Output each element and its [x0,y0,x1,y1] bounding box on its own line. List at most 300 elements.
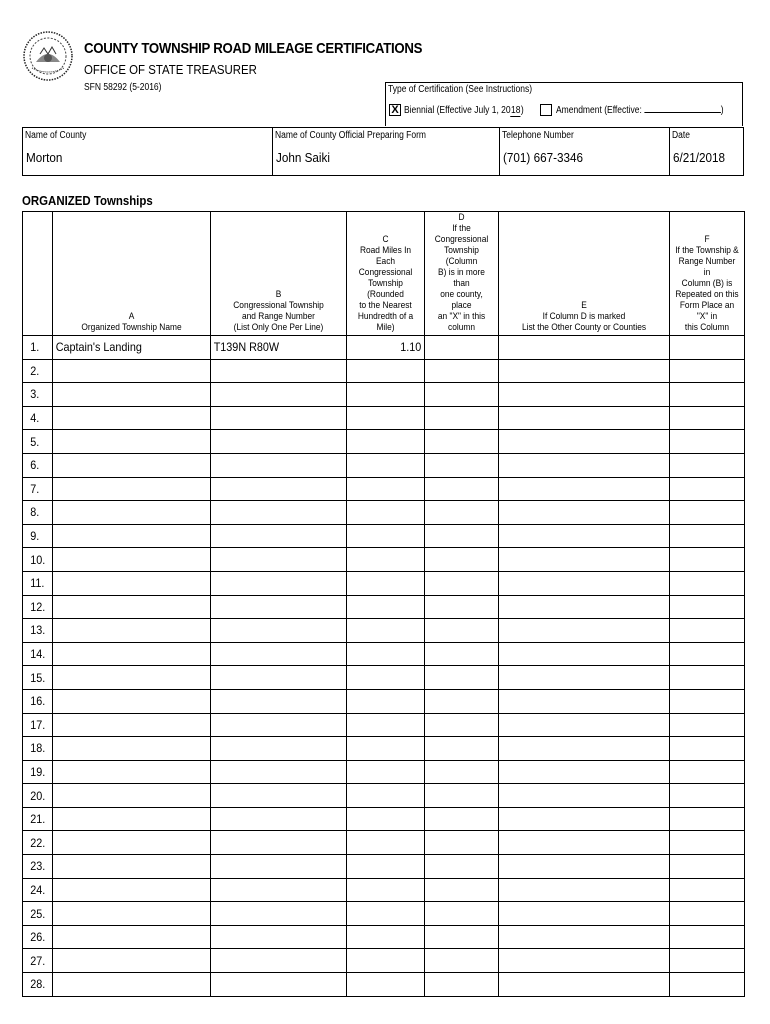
table-row [23,973,745,997]
repeated-cell[interactable] [670,595,745,619]
other-counties-cell[interactable] [499,406,670,430]
county-info-row [22,127,744,176]
other-counties-cell[interactable] [499,595,670,619]
multi-county-cell[interactable] [425,595,499,619]
township-name-cell[interactable] [53,713,211,737]
road-miles-cell[interactable] [347,807,425,831]
table-row [23,666,745,690]
other-counties-cell[interactable] [499,902,670,926]
other-counties-cell[interactable] [499,737,670,761]
column-f-header-line: Range Number in [678,256,736,278]
amendment-date-field[interactable] [644,112,721,113]
table-row [23,689,745,713]
row-number [23,359,53,383]
road-miles-cell[interactable] [347,666,425,690]
road-miles-cell[interactable] [347,430,425,454]
road-miles-cell-text: 1.10 [400,340,422,355]
county-value: Morton [26,150,63,165]
other-counties-cell[interactable] [499,925,670,949]
multi-county-cell[interactable] [425,949,499,973]
phone-label: Telephone Number [502,130,574,141]
multi-county-cell[interactable] [425,973,499,997]
other-counties-cell[interactable] [499,524,670,548]
column-c-header-line: Hundredth of a Mile) [357,311,414,333]
repeated-cell[interactable] [670,902,745,926]
column-a-header-line: A [128,311,135,322]
township-name-cell[interactable] [53,760,211,784]
biennial-option [404,105,524,117]
column-d-header-line: If the Congressional [434,223,489,245]
row-number-text: 15. [30,670,46,685]
repeated-cell[interactable] [670,713,745,737]
repeated-cell[interactable] [670,878,745,902]
other-counties-cell[interactable] [499,336,670,360]
road-miles-cell[interactable] [347,689,425,713]
table-row [23,571,745,595]
section-title: ORGANIZED Townships [22,193,153,208]
other-counties-cell[interactable] [499,548,670,572]
other-counties-cell[interactable] [499,713,670,737]
other-counties-cell[interactable] [499,831,670,855]
row-number-text: 28. [30,977,46,992]
row-number [23,595,53,619]
biennial-checkbox[interactable] [389,104,401,116]
multi-county-cell[interactable] [425,548,499,572]
repeated-cell[interactable] [670,855,745,879]
other-counties-cell[interactable] [499,359,670,383]
township-range-cell[interactable] [211,949,347,973]
repeated-cell[interactable] [670,548,745,572]
row-number [23,453,53,477]
table-row [23,760,745,784]
table-row [23,737,745,761]
row-number [23,878,53,902]
road-miles-cell[interactable] [347,878,425,902]
township-range-cell[interactable] [211,760,347,784]
multi-county-cell[interactable] [425,619,499,643]
township-range-cell[interactable] [211,595,347,619]
column-f-header-line: If the Township & [675,245,739,256]
table-row [23,336,745,360]
table-row [23,925,745,949]
township-range-cell[interactable] [211,642,347,666]
township-range-cell[interactable] [211,878,347,902]
row-number [23,713,53,737]
township-name-cell[interactable] [53,737,211,761]
township-range-cell-text: T139N R80W [213,340,280,355]
table-row [23,477,745,501]
other-counties-cell[interactable] [499,689,670,713]
township-name-cell[interactable] [53,477,211,501]
township-name-cell[interactable] [53,453,211,477]
township-name-cell[interactable] [53,831,211,855]
multi-county-cell[interactable] [425,713,499,737]
other-counties-cell[interactable] [499,878,670,902]
repeated-cell[interactable] [670,336,745,360]
phone-cell[interactable] [500,128,670,175]
row-number [23,973,53,997]
row-number-text: 25. [30,906,46,921]
date-cell[interactable] [670,128,743,175]
multi-county-cell[interactable] [425,855,499,879]
row-number-text: 16. [30,694,46,709]
repeated-cell[interactable] [670,383,745,407]
multi-county-cell[interactable] [425,406,499,430]
township-range-cell[interactable] [211,524,347,548]
other-counties-cell[interactable] [499,807,670,831]
repeated-cell[interactable] [670,642,745,666]
township-name-cell[interactable] [53,949,211,973]
column-b-header-line: Congressional Township [233,300,324,311]
road-miles-cell[interactable] [347,524,425,548]
road-miles-cell[interactable] [347,501,425,525]
repeated-cell[interactable] [670,524,745,548]
row-number-text: 27. [30,953,46,968]
other-counties-cell[interactable] [499,430,670,454]
township-name-cell[interactable] [53,925,211,949]
column-a-header [53,212,211,336]
row-number [23,925,53,949]
column-d-header [425,212,499,336]
repeated-cell[interactable] [670,359,745,383]
other-counties-cell[interactable] [499,855,670,879]
column-b-header [211,212,347,336]
road-miles-cell[interactable] [347,477,425,501]
road-miles-cell[interactable] [347,383,425,407]
table-row [23,524,745,548]
township-name-cell[interactable] [53,666,211,690]
repeated-cell[interactable] [670,406,745,430]
township-range-cell[interactable] [211,619,347,643]
row-number-header [23,212,53,336]
column-d-header-line: D [458,212,465,223]
multi-county-cell[interactable] [425,902,499,926]
township-range-cell[interactable] [211,784,347,808]
township-range-cell[interactable] [211,855,347,879]
repeated-cell[interactable] [670,501,745,525]
row-number-text: 4. [30,411,40,426]
repeated-cell[interactable] [670,831,745,855]
row-number-text: 23. [30,859,46,874]
row-number [23,949,53,973]
road-miles-cell[interactable] [347,406,425,430]
other-counties-cell[interactable] [499,619,670,643]
column-b-header-line: (List Only One Per Line) [233,322,324,333]
row-number [23,666,53,690]
row-number-text: 22. [30,835,46,850]
multi-county-cell[interactable] [425,784,499,808]
township-range-cell[interactable] [211,430,347,454]
column-c-header-line: to the Nearest [359,300,412,311]
township-name-cell[interactable] [53,689,211,713]
column-e-header-line: E [581,300,587,311]
repeated-cell[interactable] [670,760,745,784]
form-title: COUNTY TOWNSHIP ROAD MILEAGE CERTIFICATIONS [84,40,423,57]
township-range-cell[interactable] [211,501,347,525]
township-name-cell[interactable] [53,878,211,902]
other-counties-cell[interactable] [499,477,670,501]
other-counties-cell[interactable] [499,760,670,784]
township-name-cell[interactable] [53,642,211,666]
column-c-header-line: C [382,234,389,245]
other-counties-cell[interactable] [499,571,670,595]
road-miles-cell[interactable] [347,784,425,808]
township-range-cell[interactable] [211,925,347,949]
column-d-header-line: B) is in more than [438,267,485,289]
column-c-header-line: Township (Rounded [367,278,404,300]
road-miles-cell[interactable] [347,902,425,926]
table-row [23,807,745,831]
township-range-cell[interactable] [211,571,347,595]
row-number [23,807,53,831]
row-number [23,831,53,855]
township-range-cell[interactable] [211,453,347,477]
township-name-cell[interactable] [53,359,211,383]
multi-county-cell[interactable] [425,336,499,360]
row-number-text: 9. [30,529,40,544]
row-number-text: 11. [30,576,45,591]
multi-county-cell[interactable] [425,737,499,761]
county-cell[interactable] [23,128,273,175]
township-range-cell[interactable] [211,831,347,855]
repeated-cell[interactable] [670,737,745,761]
row-number-text: 21. [30,812,46,827]
checkbox-mark: X [391,104,399,116]
other-counties-cell[interactable] [499,453,670,477]
road-miles-cell[interactable] [347,855,425,879]
column-d-header-line: an "X" in this [437,311,486,322]
column-f-header [670,212,745,336]
row-number [23,784,53,808]
row-number-text: 10. [30,552,46,567]
biennial-label: Biennial (Effective July 1, 20 [404,105,511,116]
road-miles-cell[interactable] [347,453,425,477]
township-name-cell[interactable] [53,383,211,407]
row-number [23,548,53,572]
row-number [23,619,53,643]
multi-county-cell[interactable] [425,383,499,407]
township-range-cell[interactable] [211,359,347,383]
township-name-cell-text: Captain's Landing [55,340,142,355]
column-f-header-line: this Column [684,322,730,333]
township-range-cell[interactable] [211,902,347,926]
township-range-cell[interactable] [211,548,347,572]
multi-county-cell[interactable] [425,501,499,525]
multi-county-cell[interactable] [425,453,499,477]
row-number [23,689,53,713]
township-name-cell[interactable] [53,430,211,454]
row-number [23,430,53,454]
other-counties-cell[interactable] [499,949,670,973]
township-range-cell[interactable] [211,336,347,360]
township-range-cell[interactable] [211,383,347,407]
road-miles-cell[interactable] [347,973,425,997]
township-range-cell[interactable] [211,666,347,690]
multi-county-cell[interactable] [425,689,499,713]
repeated-cell[interactable] [670,949,745,973]
other-counties-cell[interactable] [499,501,670,525]
column-a-header-line: Organized Township Name [81,322,182,333]
column-b-header-line: and Range Number [242,311,315,322]
column-d-header-line: column [448,322,475,333]
repeated-cell[interactable] [670,619,745,643]
township-range-cell[interactable] [211,807,347,831]
repeated-cell[interactable] [670,571,745,595]
multi-county-cell[interactable] [425,760,499,784]
repeated-cell[interactable] [670,784,745,808]
column-d-header-line: one county, place [440,289,483,311]
row-number-text: 8. [30,505,40,520]
other-counties-cell[interactable] [499,784,670,808]
row-number-text: 7. [30,481,40,496]
road-miles-cell[interactable] [347,760,425,784]
row-number [23,524,53,548]
multi-county-cell[interactable] [425,477,499,501]
road-miles-cell[interactable] [347,548,425,572]
county-label: Name of County [25,130,87,141]
multi-county-cell[interactable] [425,571,499,595]
road-miles-cell[interactable] [347,642,425,666]
column-f-header-line: Form Place an "X" in [679,300,735,322]
office-name: OFFICE OF STATE TREASURER [84,62,257,77]
township-name-cell[interactable] [53,973,211,997]
repeated-cell[interactable] [670,925,745,949]
road-miles-cell[interactable] [347,737,425,761]
road-miles-cell[interactable] [347,595,425,619]
township-range-cell[interactable] [211,973,347,997]
multi-county-cell[interactable] [425,666,499,690]
repeated-cell[interactable] [670,477,745,501]
table-row [23,831,745,855]
township-name-cell[interactable] [53,336,211,360]
official-cell[interactable] [273,128,500,175]
township-name-cell[interactable] [53,595,211,619]
repeated-cell[interactable] [670,430,745,454]
table-row [23,406,745,430]
column-d-header-line: Township (Column [444,245,479,267]
other-counties-cell[interactable] [499,973,670,997]
multi-county-cell[interactable] [425,430,499,454]
township-range-cell[interactable] [211,713,347,737]
multi-county-cell[interactable] [425,878,499,902]
road-miles-cell[interactable] [347,925,425,949]
repeated-cell[interactable] [670,807,745,831]
township-range-cell[interactable] [211,737,347,761]
table-row [23,501,745,525]
column-b-header-line: B [275,289,282,300]
township-name-cell[interactable] [53,571,211,595]
date-value: 6/21/2018 [673,150,726,165]
township-name-cell[interactable] [53,524,211,548]
road-miles-cell[interactable] [347,336,425,360]
column-f-header-line: F [704,234,710,245]
amendment-checkbox[interactable] [540,104,552,116]
table-row [23,595,745,619]
row-number [23,642,53,666]
row-number [23,383,53,407]
repeated-cell[interactable] [670,973,745,997]
row-number-text: 5. [30,434,40,449]
repeated-cell[interactable] [670,666,745,690]
row-number [23,336,53,360]
amendment-option [556,105,724,116]
multi-county-cell[interactable] [425,925,499,949]
row-number [23,406,53,430]
row-number-text: 6. [30,458,40,473]
multi-county-cell[interactable] [425,524,499,548]
row-number [23,501,53,525]
road-miles-cell[interactable] [347,949,425,973]
row-number [23,737,53,761]
township-name-cell[interactable] [53,501,211,525]
other-counties-cell[interactable] [499,666,670,690]
other-counties-cell[interactable] [499,642,670,666]
township-range-cell[interactable] [211,406,347,430]
repeated-cell[interactable] [670,453,745,477]
biennial-year-field[interactable]: 18 [511,105,521,116]
multi-county-cell[interactable] [425,359,499,383]
township-name-cell[interactable] [53,406,211,430]
table-row [23,784,745,808]
column-f-header-line: Repeated on this [675,289,739,300]
official-value: John Saiki [276,150,330,165]
other-counties-cell[interactable] [499,383,670,407]
road-miles-cell[interactable] [347,713,425,737]
township-range-cell[interactable] [211,689,347,713]
township-range-cell[interactable] [211,477,347,501]
road-miles-cell[interactable] [347,619,425,643]
row-number-text: 18. [30,741,46,756]
township-name-cell[interactable] [53,619,211,643]
township-name-cell[interactable] [53,807,211,831]
certification-type-label: Type of Certification (See Instructions) [388,84,533,95]
amendment-close: ) [720,105,724,116]
column-c-header [347,212,425,336]
table-row [23,548,745,572]
row-number-text: 2. [30,363,40,378]
multi-county-cell[interactable] [425,642,499,666]
road-miles-cell[interactable] [347,359,425,383]
township-name-cell[interactable] [53,784,211,808]
table-row [23,430,745,454]
form-number: SFN 58292 (5-2016) [84,82,162,93]
row-number-text: 20. [30,788,46,803]
township-name-cell[interactable] [53,855,211,879]
multi-county-cell[interactable] [425,807,499,831]
road-miles-cell[interactable] [347,571,425,595]
phone-value: (701) 667-3346 [503,150,584,165]
row-number-text: 19. [30,764,46,779]
multi-county-cell[interactable] [425,831,499,855]
table-row [23,359,745,383]
biennial-close: ) [520,105,524,116]
table-row [23,453,745,477]
row-number-text: 14. [30,647,46,662]
table-row [23,642,745,666]
repeated-cell[interactable] [670,689,745,713]
row-number-text: 12. [30,599,46,614]
column-e-header [499,212,670,336]
road-miles-cell[interactable] [347,831,425,855]
table-row [23,383,745,407]
table-row [23,855,745,879]
township-name-cell[interactable] [53,902,211,926]
township-name-cell[interactable] [53,548,211,572]
row-number-text: 26. [30,930,46,945]
table-row [23,619,745,643]
row-number [23,902,53,926]
column-f-header-line: Column (B) is [681,278,733,289]
